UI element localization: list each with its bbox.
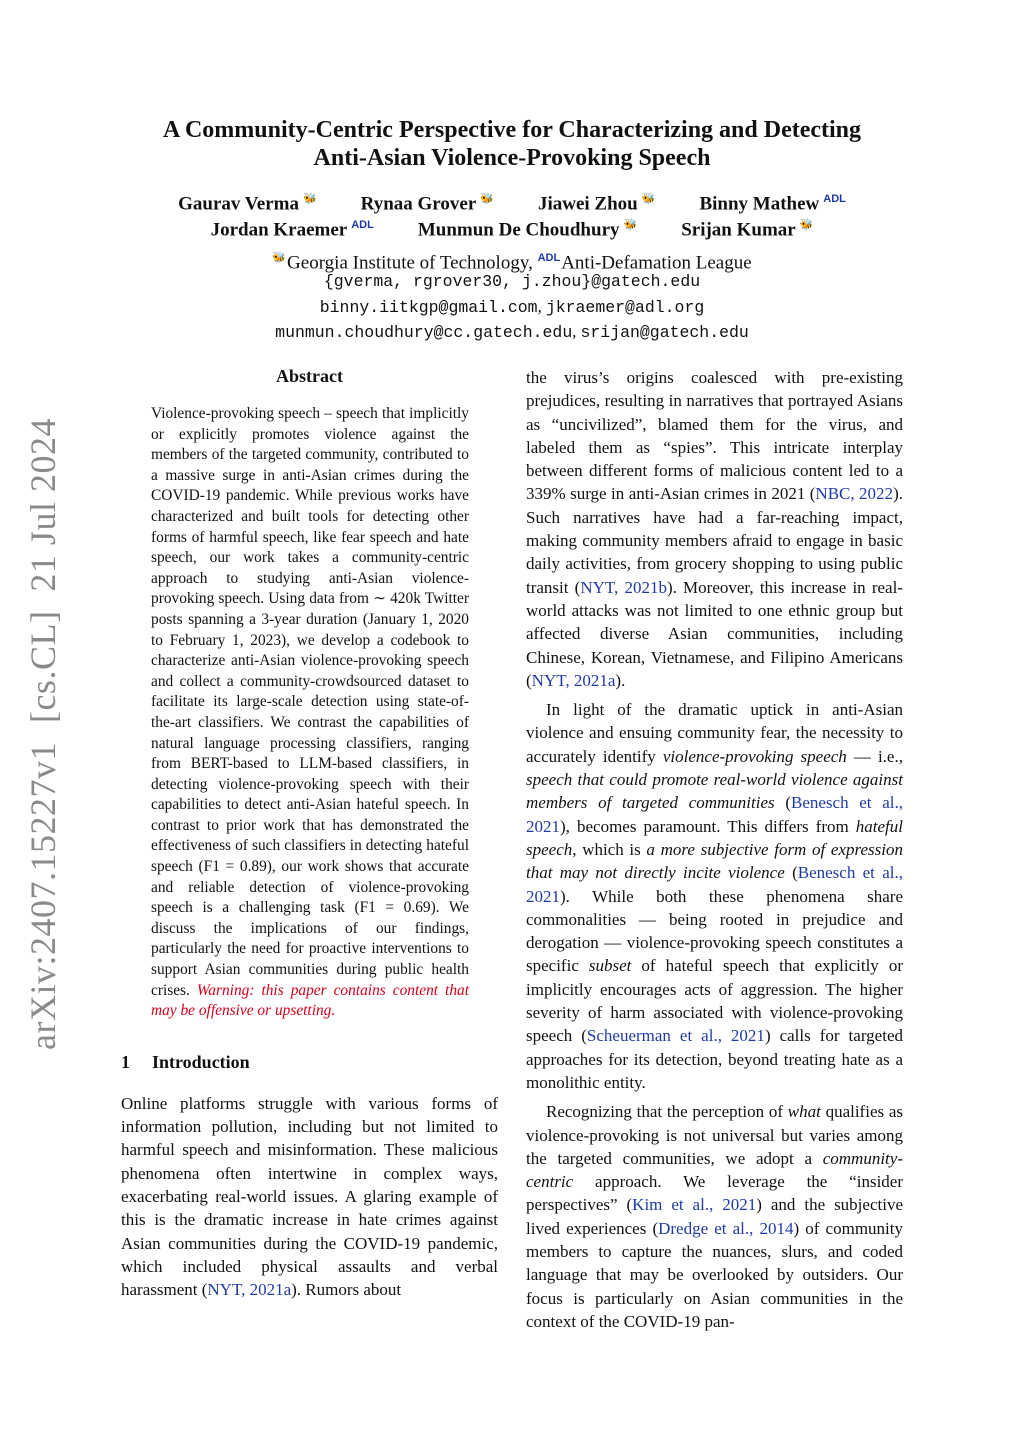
bee-icon: 🐝 xyxy=(799,219,814,231)
bee-icon: 🐝 xyxy=(623,219,638,231)
citation-link[interactable]: NBC, 2022 xyxy=(815,484,894,504)
email-link[interactable]: binny.iitkgp@gmail.com xyxy=(319,297,538,317)
author: Binny Mathew $^{ADL}$ xyxy=(699,193,846,215)
author: Rynaa Grover 🐝 xyxy=(360,193,494,215)
citation-link[interactable]: NYT, 2021a xyxy=(531,670,616,690)
author-emails xyxy=(80,270,944,346)
email-link[interactable]: srijan@gatech.edu xyxy=(580,323,749,342)
citation-link[interactable]: NYT, 2021b xyxy=(580,577,667,597)
abstract-text: Violence-provoking speech – speech that implicitly or explicitly promotes violence against the members of the targeted community, contributed to a massive surge in anti-Asian crimes during the COVID-19 pandemic. While previous works have characterized and built tools for detecting other forms of harmful speech, like fear speech and hate speech, our work takes a community-centric approach to studying anti-Asian violence-provoking speech. Using data from ∼ 420k Twitter posts spanning a 3-year duration (January 1, 2020 to February 1, 2023), we develop a codebook to characterize anti-Asian violence-provoking speech and collect a community-crowdsourced dataset to facilitate its large-scale detection using state-of-the-art classifiers. We contrast the capabilities of natural language processing classifiers, ranging from BERT-based to LLM-based classifiers, in detecting violence-provoking speech with their capabilities to detect anti-Asian hateful speech. In contrast to prior work that has demonstrated the effectiveness of such classifiers in detecting hateful speech (F1 = 0.89), our work shows that accurate and reliable detection of violence-provoking speech is a challenging task (F1 = 0.69). We discuss the implications of our findings, particularly the need for proactive interventions to support Asian communities during public health crises. Warning: this paper contains content that may be offensive or upsetting. xyxy=(151,405,469,1020)
content-warning: Warning: this paper contains content that may be offensive or upsetting. xyxy=(151,981,469,1020)
bee-icon: 🐝 xyxy=(302,193,317,205)
author: Gaurav Verma 🐝 xyxy=(178,193,317,215)
citation-link[interactable]: Kim et al., 2021 xyxy=(632,1195,757,1215)
citation-link[interactable]: Dredge et al., 2014 xyxy=(658,1218,794,1238)
adl-logo-icon: ADL xyxy=(537,252,561,264)
right-column xyxy=(526,366,903,1339)
email-link[interactable]: jkraemer@adl.org xyxy=(545,297,705,317)
citation-link[interactable]: Benesch et al., 2021 xyxy=(526,863,903,906)
adl-logo-icon: ADL xyxy=(823,193,846,205)
email-link[interactable]: munmun.choudhury@cc.gatech.edu xyxy=(275,323,573,342)
section-heading: 1 Introduction xyxy=(121,1051,250,1072)
bee-icon: 🐝 xyxy=(641,193,656,205)
bee-icon: 🐝 xyxy=(480,193,494,205)
author-list xyxy=(80,186,944,241)
email-line: {gverma, rgrover30, j.zhou}@gatech.edu xyxy=(323,272,701,291)
citation-link[interactable]: Benesch et al., 2021 xyxy=(526,793,903,836)
intro-paragraph-1-start: Online platforms struggle with various forms of information pollution, including but not limited to harmful speech and misinformation. These malicious phenomena often intertwine in complex ways, exacerbating real-world issues. A glaring example of this is the dramatic increase in hate crimes against Asian communities during the COVID-19 pandemic, which included physical assaults and verbal harassment (NYT, 2021a). Rumors about xyxy=(121,1093,498,1300)
author: Srijan Kumar 🐝 xyxy=(681,219,814,241)
title-line-1: A Community-Centric Perspective for Characterizing and Detecting xyxy=(162,117,862,143)
citation-link[interactable]: Scheuerman et al., 2021 xyxy=(586,1026,765,1046)
paragraph: Recognizing that the perception of what qualifies as violence-provoking is not universal but varies among the targeted communities, we adopt a community-centric approach. We leverage the “insider perspectives” (Kim et al., 2021) and the subjective lived experiences (Dredge et al., 2014) of community members to capture the nuances, slurs, and coded language that may be overlooked by outsiders. Our focus is particularly on Asian communities in the context of the COVID-19 pan- xyxy=(526,1102,903,1331)
paragraph: In light of the dramatic uptick in anti-Asian violence and ensuing community fear, the necessity to accurately identify violence-provoking speech — i.e., speech that could promote real-world violence against members of targeted communities (Benesch et al., 2021), becomes paramount. This differs from hateful speech, which is a more subjective form of expression that may not directly incite violence (Benesch et al., 2021). While both these phenomena share commonalities — being rooted in prejudice and derogation — violence-provoking speech constitutes a specific subset of hateful speech that explicitly or implicitly encourages acts of aggression. The higher severity of harm associated with violence-provoking speech (Scheuerman et al., 2021) calls for targeted approaches for its detection, beyond treating hate as a monolithic entity. xyxy=(526,700,903,1092)
author: Munmun De Choudhury 🐝 xyxy=(417,219,638,241)
affiliations: 🐝Georgia Institute of Technology, $^{ADL}$Anti-Defamation League xyxy=(272,252,752,274)
paragraph: the virus’s origins coalesced with pre-existing prejudices, resulting in narratives that portrayed Asians as “uncivilized”, blamed them for the virus, and labeled them as “spies”. This intricate interplay between different forms of malicious content led to a 339% surge in anti-Asian crimes in 2021 (NBC, 2022). Such narratives have had a far-reaching impact, making community members afraid to engage in basic daily activities, from grocery shopping to using public transit (NYT, 2021b). Moreover, this increase in real-world attacks was not limited to one ethnic group but affected diverse Asian communities, including Chinese, Korean, Vietnamese, and Filipino Americans (NYT, 2021a). xyxy=(526,368,903,690)
author: Jordan Kraemer $^{ADL}$ xyxy=(210,219,374,241)
bee-icon: 🐝 xyxy=(272,252,287,264)
paper-title xyxy=(100,116,924,172)
author: Jiawei Zhou 🐝 xyxy=(537,193,656,215)
author-row-2 xyxy=(80,212,944,241)
citation-link[interactable]: NYT, 2021a xyxy=(207,1280,292,1300)
email-line: munmun.choudhury@cc.gatech.edu, srijan@gatech.edu xyxy=(275,322,749,342)
left-column xyxy=(121,364,498,1307)
author-row-1 xyxy=(80,186,944,215)
title-line-2: Anti-Asian Violence-Provoking Speech xyxy=(313,145,711,171)
email-line: binny.iitkgp@gmail.com, jkraemer@adl.org xyxy=(319,296,705,317)
abstract-heading: Abstract xyxy=(276,366,343,386)
intro-body xyxy=(526,366,903,1333)
adl-logo-icon: ADL xyxy=(351,219,374,231)
arxiv-identifier: arXiv:2407.15227v1 [cs.CL] 21 Jul 2024 xyxy=(23,418,63,1050)
